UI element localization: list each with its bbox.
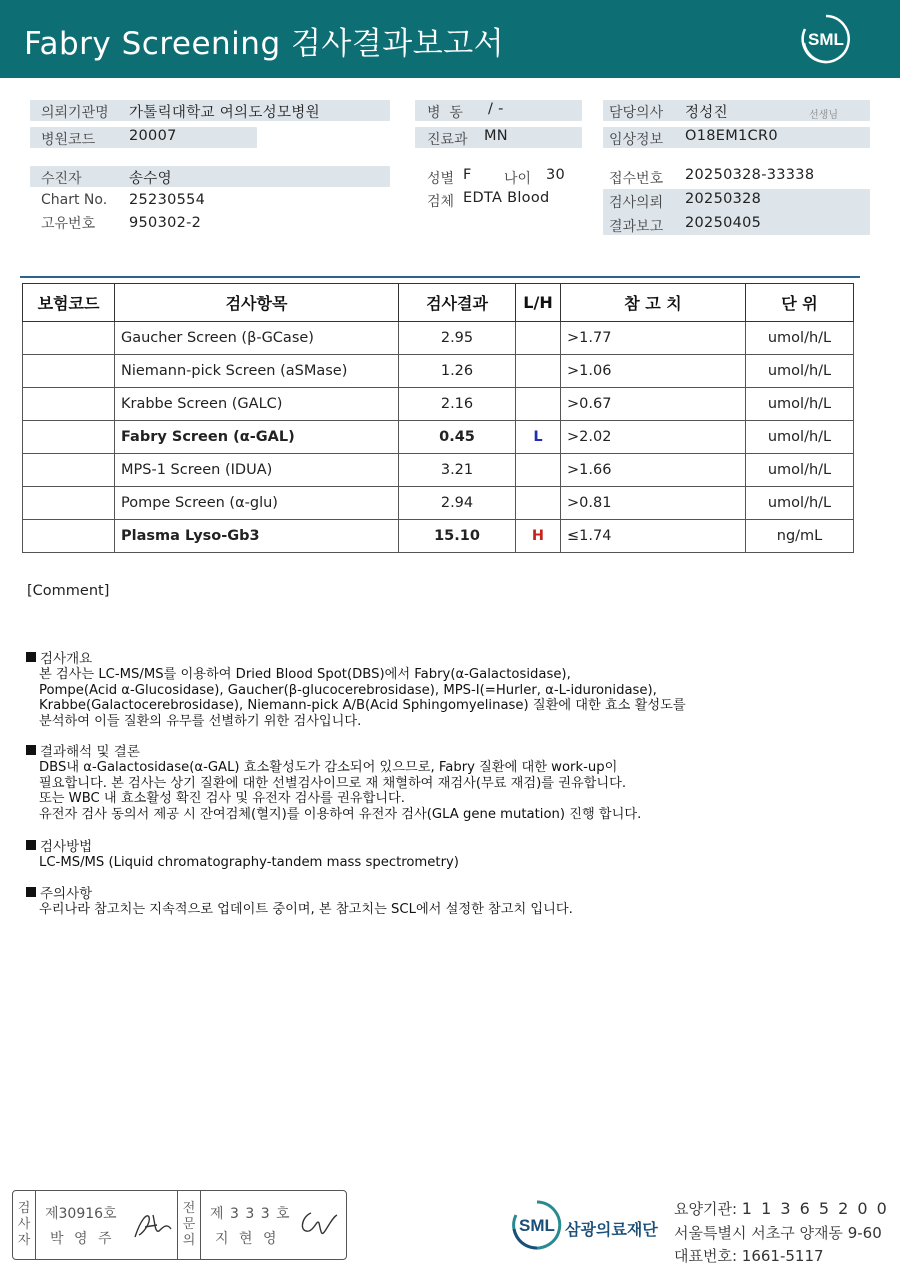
section-title: 검사개요 bbox=[40, 651, 93, 667]
ward-label: 병 동 bbox=[427, 105, 463, 121]
col-header-code: 보험코드 bbox=[23, 284, 115, 322]
reference-cell: >0.67 bbox=[561, 388, 746, 421]
report-value: 20250405 bbox=[685, 215, 762, 231]
result-cell: 0.45 bbox=[399, 421, 516, 454]
phone-label: 대표번호: bbox=[674, 1247, 738, 1265]
test-item-cell: Fabry Screen (α-GAL) bbox=[115, 421, 399, 454]
examiner-label: 검 사 자 bbox=[13, 1191, 36, 1259]
comment-section-caution bbox=[26, 882, 573, 918]
table-row bbox=[23, 487, 854, 520]
flag-cell: H bbox=[516, 520, 561, 553]
table-row bbox=[23, 454, 854, 487]
code-cell bbox=[23, 454, 115, 487]
dept-label: 진료과 bbox=[427, 132, 468, 148]
section-title: 검사방법 bbox=[40, 839, 93, 855]
section-line: 또는 WBC 내 효소활성 확진 검사 및 유전자 검사를 권유합니다. bbox=[39, 791, 405, 806]
phone-line bbox=[674, 1245, 824, 1266]
doctor-value: 정성진 bbox=[685, 105, 728, 121]
test-item-cell: Plasma Lyso-Gb3 bbox=[115, 520, 399, 553]
reference-cell: >1.66 bbox=[561, 454, 746, 487]
age-label: 나이 bbox=[504, 171, 532, 187]
code-cell bbox=[23, 355, 115, 388]
care-org-line bbox=[674, 1198, 889, 1219]
patient-bar bbox=[30, 166, 390, 187]
clinical-value: O18EM1CR0 bbox=[685, 128, 778, 144]
doctor-suffix: 선생님 bbox=[809, 110, 838, 121]
foundation-name: 삼광의료재단 bbox=[565, 1220, 658, 1239]
code-cell bbox=[23, 421, 115, 454]
specialist-number: 제 3 3 3 호 bbox=[210, 1206, 291, 1222]
result-cell: 2.95 bbox=[399, 322, 516, 355]
flag-cell bbox=[516, 322, 561, 355]
section-line: 분석하여 이들 질환의 유무를 선별하기 위한 검사입니다. bbox=[39, 713, 362, 729]
unit-cell: umol/h/L bbox=[746, 355, 854, 388]
hospital-code-label: 병원코드 bbox=[41, 132, 96, 148]
examiner-number: 제30916호 bbox=[45, 1206, 117, 1222]
foundation-logo-icon bbox=[510, 1198, 564, 1252]
address: 서울특별시 서초구 양재동 9-60 bbox=[674, 1224, 882, 1242]
test-item-cell: Gaucher Screen (β-GCase) bbox=[115, 322, 399, 355]
specialist-label: 전 문 의 bbox=[177, 1191, 201, 1259]
unit-cell: umol/h/L bbox=[746, 487, 854, 520]
col-header-result: 검사결과 bbox=[399, 284, 516, 322]
section-line: LC-MS/MS (Liquid chromatography-tandem mass spectrometry) bbox=[39, 855, 459, 870]
bullet-icon bbox=[26, 840, 36, 850]
section-line: Krabbe(Galactocerebrosidase), Niemann-pick A/B(Acid Sphingomyelinase) 질환에 대한 효소 활성도를 bbox=[39, 698, 686, 713]
table-row bbox=[23, 355, 854, 388]
bullet-icon bbox=[26, 887, 36, 897]
specimen-label: 검체 bbox=[427, 194, 455, 210]
request-label: 검사의뢰 bbox=[609, 195, 664, 211]
reference-cell: >2.02 bbox=[561, 421, 746, 454]
table-row bbox=[23, 322, 854, 355]
receipt-value: 20250328-33338 bbox=[685, 167, 815, 183]
institution-value: 가톨릭대학교 여의도성모병원 bbox=[129, 105, 320, 121]
flag-cell: L bbox=[516, 421, 561, 454]
results-table bbox=[22, 283, 854, 553]
code-cell bbox=[23, 520, 115, 553]
section-line: 필요합니다. 본 검사는 상기 질환에 대한 선별검사이므로 재 채혈하여 재검사(무료 재검)를 권유합니다. bbox=[39, 775, 627, 791]
section-line: 유전자 검사 동의서 제공 시 잔여검체(혈지)를 이용하여 유전자 검사(GLA gene mutation) 진행 합니다. bbox=[39, 806, 642, 822]
reference-cell: >1.06 bbox=[561, 355, 746, 388]
test-item-cell: MPS-1 Screen (IDUA) bbox=[115, 454, 399, 487]
chart-label: Chart No. bbox=[41, 192, 108, 208]
unit-cell: umol/h/L bbox=[746, 388, 854, 421]
unit-cell: umol/h/L bbox=[746, 421, 854, 454]
flag-cell bbox=[516, 388, 561, 421]
id-label: 고유번호 bbox=[41, 216, 96, 232]
clinical-label: 임상정보 bbox=[609, 132, 664, 148]
request-value: 20250328 bbox=[685, 191, 762, 207]
phone-value: 1661-5117 bbox=[741, 1247, 824, 1265]
examiner-name: 박 영 주 bbox=[50, 1231, 115, 1247]
code-cell bbox=[23, 322, 115, 355]
specialist-signature-icon bbox=[295, 1207, 341, 1243]
specimen-value: EDTA Blood bbox=[463, 190, 550, 206]
bullet-icon bbox=[26, 745, 36, 755]
table-row bbox=[23, 388, 854, 421]
comment-section-method bbox=[26, 835, 459, 871]
result-cell: 15.10 bbox=[399, 520, 516, 553]
dept-value: MN bbox=[484, 128, 508, 144]
age-value: 30 bbox=[546, 167, 566, 183]
section-line: Pompe(Acid α-Glucosidase), Gaucher(β-glucocerebrosidase), MPS-I(=Hurler, α-L-iduronidase), bbox=[39, 682, 657, 698]
sml-logo-icon bbox=[800, 13, 852, 65]
hospital-code-value: 20007 bbox=[129, 128, 177, 144]
section-line: DBS내 α-Galactosidase(α-GAL) 효소활성도가 감소되어 있으므로, Fabry 질환에 대한 work-up이 bbox=[39, 760, 618, 775]
comment-section-interpretation bbox=[26, 740, 641, 822]
reference-cell: >0.81 bbox=[561, 487, 746, 520]
patient-label: 수진자 bbox=[41, 171, 82, 187]
report-label: 결과보고 bbox=[609, 219, 664, 235]
flag-cell bbox=[516, 355, 561, 388]
result-cell: 2.94 bbox=[399, 487, 516, 520]
comment-header: [Comment] bbox=[27, 583, 110, 599]
specialist-name: 지 현 영 bbox=[215, 1231, 280, 1247]
code-cell bbox=[23, 487, 115, 520]
chart-value: 25230554 bbox=[129, 192, 206, 208]
result-cell: 2.16 bbox=[399, 388, 516, 421]
sml-logo-text: SML bbox=[808, 30, 844, 49]
reference-cell: ≤1.74 bbox=[561, 520, 746, 553]
receipt-label: 접수번호 bbox=[609, 171, 664, 187]
flag-cell bbox=[516, 454, 561, 487]
section-line: 우리나라 참고치는 지속적으로 업데이트 중이며, 본 참고치는 SCL에서 설정한 참고치 입니다. bbox=[39, 902, 573, 917]
section-title: 결과해석 및 결론 bbox=[40, 744, 140, 760]
reference-cell: >1.77 bbox=[561, 322, 746, 355]
col-header-item: 검사항목 bbox=[115, 284, 399, 322]
result-cell: 3.21 bbox=[399, 454, 516, 487]
care-org-label: 요양기관: bbox=[674, 1200, 738, 1218]
institution-label: 의뢰기관명 bbox=[41, 105, 109, 121]
sex-value: F bbox=[463, 167, 472, 183]
sex-label: 성별 bbox=[427, 171, 455, 187]
unit-cell: umol/h/L bbox=[746, 454, 854, 487]
test-item-cell: Niemann-pick Screen (aSMase) bbox=[115, 355, 399, 388]
col-header-flag: L/H bbox=[516, 284, 561, 322]
section-line: 본 검사는 LC-MS/MS를 이용하여 Dried Blood Spot(DBS)에서 Fabry(α-Galactosidase), bbox=[39, 667, 571, 682]
patient-value: 송수영 bbox=[129, 171, 172, 187]
test-item-cell: Pompe Screen (α-glu) bbox=[115, 487, 399, 520]
flag-cell bbox=[516, 487, 561, 520]
col-header-unit: 단 위 bbox=[746, 284, 854, 322]
doctor-label: 담당의사 bbox=[609, 105, 664, 121]
table-row bbox=[23, 520, 854, 553]
care-org-value: 1 1 3 6 5 2 0 0 bbox=[741, 1199, 889, 1218]
unit-cell: umol/h/L bbox=[746, 322, 854, 355]
bullet-icon bbox=[26, 652, 36, 662]
col-header-ref: 참 고 치 bbox=[561, 284, 746, 322]
comment-section-overview bbox=[26, 647, 686, 729]
report-title: Fabry Screening 검사결과보고서 bbox=[24, 26, 505, 62]
id-value: 950302-2 bbox=[129, 215, 202, 231]
table-row bbox=[23, 421, 854, 454]
section-divider bbox=[20, 276, 860, 278]
test-item-cell: Krabbe Screen (GALC) bbox=[115, 388, 399, 421]
foundation-logo-text: SML bbox=[519, 1216, 555, 1235]
section-title: 주의사항 bbox=[40, 886, 93, 902]
signature-box bbox=[12, 1190, 347, 1260]
code-cell bbox=[23, 388, 115, 421]
table-header-row bbox=[23, 284, 854, 322]
unit-cell: ng/mL bbox=[746, 520, 854, 553]
examiner-signature-icon bbox=[131, 1209, 175, 1243]
ward-value: / - bbox=[488, 101, 504, 117]
result-cell: 1.26 bbox=[399, 355, 516, 388]
